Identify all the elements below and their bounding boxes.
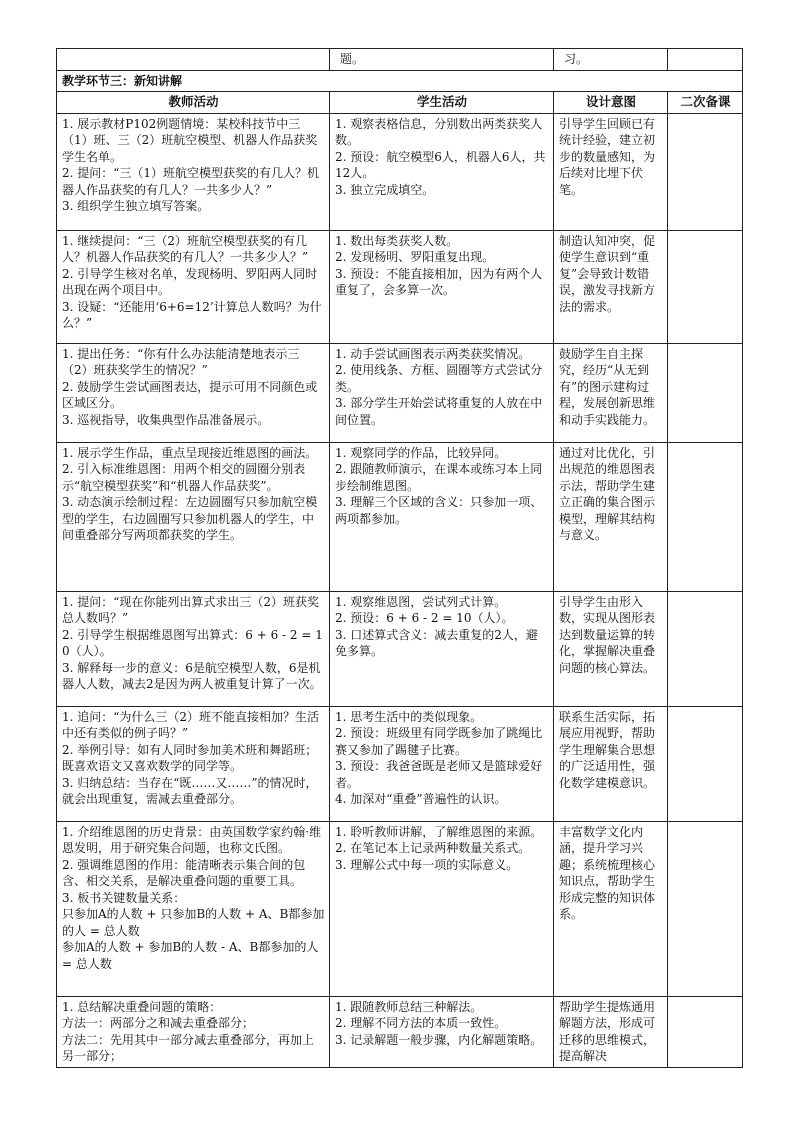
student-activity-cell — [330, 996, 554, 1067]
teacher-activity-cell-line: 方法二：先用其中一部分减去重叠部分，再加上另一部分； — [62, 1032, 315, 1063]
teacher-activity-cell-line: 1. 继续提问：“三（2）班航空模型获奖的有几人？机器人作品获奖的有几人？一共多少人？” — [62, 233, 309, 264]
teacher-activity-cell-line: 2. 引导学生根据维恩图写出算式：6 + 6 - 2 = 10（人）。 — [62, 627, 323, 658]
teacher-activity-cell-line: 2. 引入标准维恩图：用两个相交的圆圈分别表示“航空模型获奖”和“机器人作品获奖”。 — [62, 462, 306, 493]
teacher-activity-cell-line: 2. 引导学生核对名单，发现杨明、罗阳两人同时出现在两个项目中。 — [62, 266, 318, 297]
student-activity-cell-line: 3. 口述算式含义：减去重复的2人，避免多算。 — [335, 627, 538, 658]
section-row — [57, 70, 743, 92]
student-activity-cell-line: 1. 跟随教师总结三种解法。 — [335, 999, 483, 1014]
header-student: 学生活动 — [330, 92, 554, 114]
header-intent: 设计意图 — [554, 92, 668, 114]
teacher-activity-cell — [57, 343, 330, 442]
student-activity-cell-line: 2. 预设：航空模型6人，机器人6人，共12人。 — [335, 149, 546, 180]
teacher-activity-cell-line: 1. 提问：“现在你能列出算式求出三（2）班获奖总人数吗？” — [62, 594, 320, 625]
student-activity-cell — [330, 343, 554, 442]
continued-row — [57, 49, 743, 71]
continued-intent-cell: 习。 — [554, 49, 668, 71]
second-prep-cell — [668, 442, 743, 591]
design-intent-cell: 丰富数学文化内涵，提升学习兴趣；系统梳理核心知识点，帮助学生形成完整的知识体系。 — [554, 821, 668, 996]
teacher-activity-cell-line: 3. 归纳总结：当存在“既……又……”的情况时，就会出现重复，需减去重叠部分。 — [62, 775, 318, 806]
student-activity-cell-line: 3. 预设：不能直接相加，因为有两个人重复了，会多算一次。 — [335, 266, 543, 297]
design-intent-cell: 制造认知冲突，促使学生意识到“重复”会导致计数错误，激发寻找新方法的需求。 — [554, 230, 668, 343]
teacher-activity-cell — [57, 442, 330, 591]
lesson-plan-table — [56, 48, 743, 1068]
header-teacher: 教师活动 — [57, 92, 330, 114]
teacher-activity-cell — [57, 996, 330, 1067]
student-activity-cell — [330, 442, 554, 591]
teacher-activity-cell — [57, 821, 330, 996]
teacher-activity-cell-line: 3. 板书关键数量关系： — [62, 890, 186, 905]
student-activity-cell-line: 3. 部分学生开始尝试将重复的人放在中间位置。 — [335, 396, 543, 427]
second-prep-cell — [668, 343, 743, 442]
teacher-activity-cell — [57, 591, 330, 706]
teacher-activity-cell-line: 1. 展示教材P102例题情境：某校科技节中三（1）班、三（2）班航空模型、机器人作品获奖学生名单。 — [62, 116, 318, 164]
student-activity-cell-line: 3. 记录解题一般步骤，内化解题策略。 — [335, 1032, 543, 1047]
second-prep-cell — [668, 996, 743, 1067]
student-activity-cell-line: 2. 理解不同方法的本质一致性。 — [335, 1016, 507, 1030]
header-second: 二次备课 — [668, 92, 743, 114]
teacher-activity-cell-line: 参加A的人数 + 参加B的人数 - A、B都参加的人 = 总人数 — [62, 940, 319, 971]
teacher-activity-cell-line: 3. 动态演示绘制过程：左边圆圈写只参加航空模型的学生，右边圆圈写只参加机器人的学生，中间重叠部分写两项都获奖的学生。 — [62, 495, 318, 542]
teacher-activity-cell-line: 1. 展示学生作品，重点呈现接近维恩图的画法。 — [62, 445, 318, 460]
student-activity-cell-line: 4. 加深对“重叠”普遍性的认识。 — [335, 792, 507, 806]
section-title: 教学环节三：新知讲解 — [57, 70, 743, 92]
design-intent-cell: 通过对比优化，引出规范的维恩图表示法，帮助学生建立正确的集合图示模型，理解其结构与意义。 — [554, 442, 668, 591]
table-row — [57, 442, 743, 591]
teacher-activity-cell-line: 2. 强调维恩图的作用：能清晰表示集合间的包含、相交关系，是解决重叠问题的重要工具。 — [62, 857, 306, 888]
design-intent-cell: 引导学生回顾已有统计经验，建立初步的数量感知，为后续对比埋下伏笔。 — [554, 113, 668, 230]
design-intent-cell: 联系生活实际，拓展应用视野，帮助学生理解集合思想的广泛适用性，强化数学建模意识。 — [554, 706, 668, 821]
teacher-activity-cell — [57, 230, 330, 343]
second-prep-cell — [668, 113, 743, 230]
student-activity-cell-line: 2. 预设：班级里有同学既参加了跳绳比赛又参加了踢毽子比赛。 — [335, 726, 543, 757]
student-activity-cell — [330, 113, 554, 230]
design-intent-cell: 帮助学生提炼通用解题方法，形成可迁移的思维模式，提高解决 — [554, 996, 668, 1067]
student-activity-cell-line: 1. 聆听教师讲解，了解维恩图的来源。 — [335, 824, 543, 839]
student-activity-cell-line: 2. 在笔记本上记录两种数量关系式。 — [335, 841, 531, 855]
student-activity-cell-line: 1. 观察维恩图，尝试列式计算。 — [335, 594, 507, 609]
student-activity-cell-line: 3. 理解三个区域的含义：只参加一项、两项都参加。 — [335, 495, 543, 526]
continued-teacher-cell — [57, 49, 330, 71]
student-activity-cell — [330, 821, 554, 996]
student-activity-cell-line: 2. 预设：6 + 6 - 2 = 10（人）。 — [335, 611, 514, 625]
table-row — [57, 113, 743, 230]
teacher-activity-cell-line: 3. 解释每一步的意义：6是航空模型人数，6是机器人人数，减去2是因为两人被重复计算了一次。 — [62, 660, 322, 691]
table-row — [57, 343, 743, 442]
student-activity-cell-line: 1. 数出每类获奖人数。 — [335, 233, 459, 248]
continued-student-cell: 题。 — [330, 49, 554, 71]
student-activity-cell — [330, 230, 554, 343]
teacher-activity-cell-line: 3. 设疑：“还能用‘6+6=12’计算总人数吗？为什么？” — [62, 299, 322, 330]
teacher-activity-cell-line: 1. 提出任务：“你有什么办法能清楚地表示三（2）班获奖学生的情况？” — [62, 346, 300, 377]
second-prep-cell — [668, 591, 743, 706]
table-row — [57, 591, 743, 706]
student-activity-cell-line: 2. 使用线条、方框、圆圈等方式尝试分类。 — [335, 363, 543, 394]
design-intent-cell: 引导学生由形入数，实现从图形表达到数量运算的转化，掌握解决重叠问题的核心算法。 — [554, 591, 668, 706]
second-prep-cell — [668, 706, 743, 821]
student-activity-cell-line: 1. 观察表格信息，分别数出两类获奖人数。 — [335, 116, 543, 147]
teacher-activity-cell — [57, 113, 330, 230]
teacher-activity-cell-line: 3. 巡视指导，收集典型作品准备展示。 — [62, 412, 270, 427]
teacher-activity-cell-line: 1. 追问：“为什么三（2）班不能直接相加？生活中还有类似的例子吗？” — [62, 709, 320, 740]
teacher-activity-cell-line: 2. 鼓励学生尝试画图表达，提示可用不同颜色或区域区分。 — [62, 379, 318, 410]
table-row — [57, 996, 743, 1067]
student-activity-cell-line: 3. 独立完成填空。 — [335, 182, 435, 197]
second-prep-cell — [668, 230, 743, 343]
table-row — [57, 230, 743, 343]
design-intent-cell: 鼓励学生自主探究，经历“从无到有”的图示建构过程，发展创新思维和动手实践能力。 — [554, 343, 668, 442]
teacher-activity-cell-line: 方法一：两部分之和减去重叠部分； — [62, 1016, 255, 1030]
teacher-activity-cell-line: 只参加A的人数 + 只参加B的人数 + A、B都参加的人 = 总人数 — [62, 907, 325, 938]
student-activity-cell — [330, 591, 554, 706]
student-activity-cell-line: 3. 预设：我爸爸既是老师又是篮球爱好者。 — [335, 759, 543, 790]
student-activity-cell — [330, 706, 554, 821]
teacher-activity-cell-line: 1. 介绍维恩图的历史背景：由英国数学家约翰·维恩发明，用于研究集合问题，也称文氏图。 — [62, 824, 322, 855]
teacher-activity-cell-line: 2. 举例引导：如有人同时参加美术班和舞蹈班；既喜欢语文又喜欢数学的同学等。 — [62, 742, 318, 773]
teacher-activity-cell-line: 2. 提问：“三（1）班航空模型获奖的有几人？机器人作品获奖的有几人？一共多少人？” — [62, 166, 320, 197]
header-row — [57, 92, 743, 114]
student-activity-cell-line: 1. 思考生活中的类似现象。 — [335, 709, 483, 724]
teacher-activity-cell-line: 3. 组织学生独立填写答案。 — [62, 199, 210, 213]
student-activity-cell-line: 2. 跟随教师演示，在课本或练习本上同步绘制维恩图。 — [335, 462, 543, 493]
teacher-activity-cell-line: 1. 总结解决重叠问题的策略： — [62, 999, 222, 1014]
table-row — [57, 706, 743, 821]
table-row — [57, 821, 743, 996]
teacher-activity-cell — [57, 706, 330, 821]
student-activity-cell-line: 1. 观察同学的作品，比较异同。 — [335, 445, 507, 460]
continued-second-cell — [668, 49, 743, 71]
student-activity-cell-line: 1. 动手尝试画图表示两类获奖情况。 — [335, 346, 531, 361]
student-activity-cell-line: 2. 发现杨明、罗阳重复出现。 — [335, 250, 495, 264]
second-prep-cell — [668, 821, 743, 996]
student-activity-cell-line: 3. 理解公式中每一项的实际意义。 — [335, 857, 519, 872]
